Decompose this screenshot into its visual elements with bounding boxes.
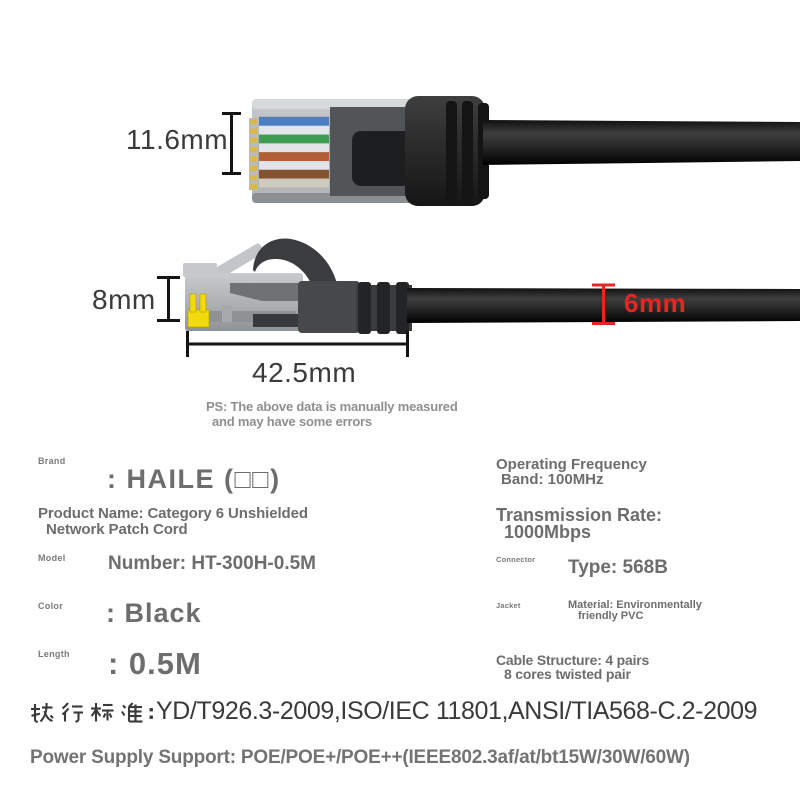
spec-value-jacket [568, 600, 702, 622]
spec-value-length: : 0.5M [108, 646, 202, 681]
spec-value-color: : Black [106, 598, 202, 628]
transmission-rate-line1: Transmission Rate: [496, 505, 663, 525]
dimension-label-connector-length: 42.5mm [252, 357, 357, 388]
product-name-line2: Network Patch Cord [46, 520, 188, 538]
standards-row [30, 697, 757, 726]
standards-label-cjk [30, 698, 156, 726]
spec-value-product-name [38, 506, 308, 537]
product-name-line1: Product Name: Category 6 Unshielded [38, 505, 308, 522]
note-line2: and may have some errors [212, 414, 372, 429]
spec-value-model: Number: HT-300H-0.5M [108, 553, 316, 574]
spec-value-operating-frequency [496, 457, 647, 487]
operating-frequency-line2: Band: 100MHz [501, 471, 604, 488]
dimension-label-plug-height: 8mm [92, 284, 156, 315]
operating-frequency-line1: Operating Frequency [496, 456, 647, 473]
spec-label-jacket: Jacket [496, 601, 521, 610]
standards-value: YD/T926.3-2009,ISO/IEC 11801,ANSI/TIA568-C.2-2009 [156, 697, 758, 725]
note-line1: PS: The above data is manually measured [206, 399, 458, 414]
dimension-bracket-42-5mm [186, 331, 409, 357]
gold-pins [249, 118, 258, 190]
rj45-front-view-illustration [249, 96, 800, 206]
spec-value-transmission-rate [496, 507, 662, 540]
spec-value-connector-type: Type: 568B [568, 557, 668, 578]
spec-label-brand: Brand [38, 456, 66, 466]
dimension-label-connector-height: 11.6mm [126, 124, 229, 155]
spec-value-cable-structure [496, 653, 649, 681]
spec-value-brand: : HAILE (□□) [107, 464, 281, 494]
dimension-bracket-8mm [157, 278, 180, 321]
jacket-line1: Material: Environmentally [568, 599, 702, 611]
spec-label-color: Color [38, 601, 63, 611]
jacket-line2: friendly PVC [578, 610, 644, 622]
spec-label-connector: Connector [496, 555, 536, 564]
transmission-rate-line2: 1000Mbps [504, 521, 592, 542]
spec-label-model: Model [38, 553, 66, 563]
spec-label-length: Length [38, 649, 70, 659]
cable-structure-line1: Cable Structure: 4 pairs [496, 652, 650, 668]
dimension-label-cable-diameter: 6mm [624, 288, 687, 318]
rj45-side-view-illustration [183, 239, 800, 334]
wire-stripes [259, 117, 329, 187]
power-supply-support: Power Supply Support: POE/POE+/POE++(IEEE802.3af/at/bt15W/30W/60W) [30, 747, 690, 768]
cable-structure-line2: 8 cores twisted pair [504, 666, 631, 682]
measurement-note [206, 399, 458, 429]
